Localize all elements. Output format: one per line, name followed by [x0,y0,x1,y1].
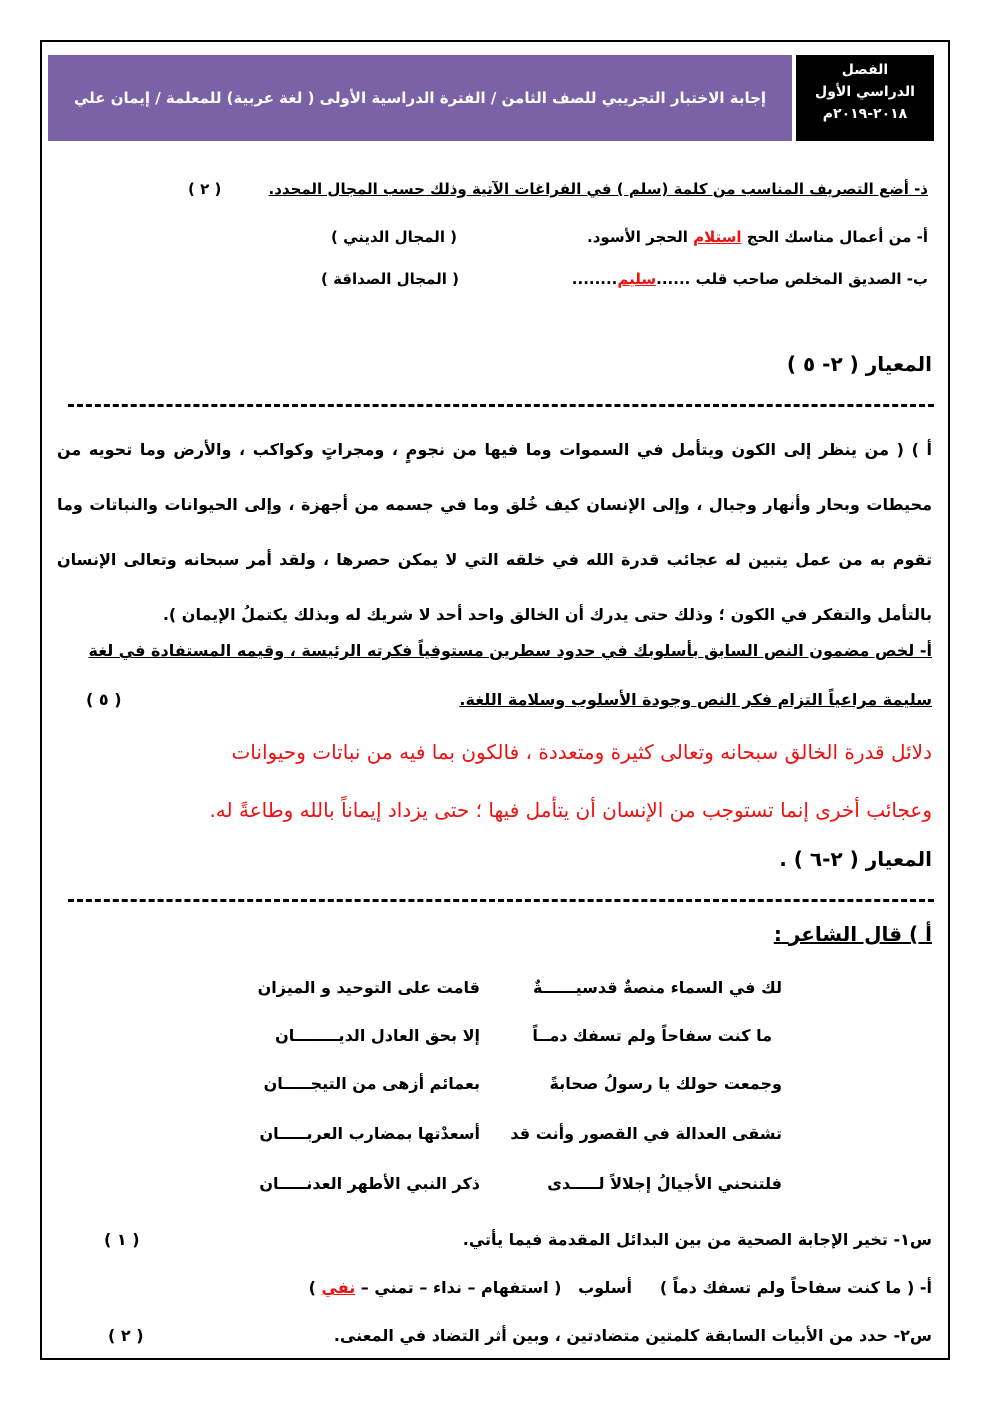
divider-2 [68,899,934,902]
q-d-mark: ( ٢ ) [188,180,222,198]
term-line-1: الفصل [841,62,889,78]
question-1: س١- تخير الإجابة الصحية من بين البدائل المقدمة فيما يأتي. [462,1230,932,1249]
verse-5-second: ذكر النبي الأطهر العدنـــــان [259,1174,480,1193]
q-d-item-a [587,228,928,246]
q-d-b-after: ........ [571,270,618,288]
verse-1-second: قامت على التوحيد و الميزان [257,978,480,997]
standard-2-number: ( ٢-٦ ) . [779,847,859,871]
q-d-a-answer: استلام [693,228,742,246]
question-1-a-end: ) [308,1278,322,1297]
header [48,55,934,141]
standard-2-label: المعيار [865,847,932,871]
passage-question-line-1: أ- لخص مضمون النص السابق بأسلوبك في حدود سطرين مستوفياً فكرته الرئيسة ، وقيمه المستفادة في لغة [88,641,932,660]
question-1-a-answer: نفي [321,1278,356,1297]
q-d-b-before: ب- الصديق المخلص صاحب قلب ...... [656,270,928,288]
q-d-a-after: الحجر الأسود. [587,228,694,246]
q-d-b-domain: ( المجال الصداقة ) [321,270,459,288]
question-2: س٢- حدد من الأبيات السابقة كلمتين متضادتين ، وبين أثر التضاد في المعنى. [333,1326,932,1345]
verse-4-first: تشقى العدالة في القصور وأنت قد [510,1124,782,1143]
standard-1-number: ( ٢- ٥ ) [786,352,859,376]
standard-1-label: المعيار [865,352,932,376]
passage-text: أ ) ( من ينظر إلى الكون ويتأمل في السموات وما فيها من نجومٍ ، ومجراتٍ وكواكب ، والأرض وما تحويه من محيطات وبحار وأنهار وجبال ، وإلى الإنسان كيف خُلق وما في جسمه من أجهزة ، وإلى الحيوانات والنباتات وما تقوم به من عمل يتبين له عجائب قدرة الله في خلقه التي لا يمكن حصرها ، ولقد أمر سبحانه وتعالى الإنسان بالتأمل والتفكر في الكون ؛ وذلك حتى يدرك أن الخالق واحد أحد لا شريك له وبذلك يكتملُ الإيمان ). [57,440,932,624]
verse-2-first: ما كنت سفاحاً ولم تسفك دمــاً [532,1026,772,1045]
standard-2 [779,847,932,871]
q-d-a-domain: ( المجال الديني ) [331,228,458,246]
verse-4-second: أسعدْتها بمضارب العربـــــان [259,1124,480,1143]
q-d-b-answer: سليم [617,270,657,288]
term-line-3: ٢٠١٨-٢٠١٩م [822,106,908,122]
standard-1 [787,352,932,376]
poem-intro-prefix: أ ) [909,922,932,946]
q-d-instruction: ذ- أضع التصريف المناسب من كلمة (سلم ) في الفراغات الآتية وذلك حسب المجال المحدد. [268,180,928,198]
poem-intro [774,922,932,946]
q-d-a-before: أ- من أعمال مناسك الحج [741,228,928,246]
poem-intro-colon: : [773,922,782,946]
term-line-2: الدراسي الأول [815,84,915,100]
header-title: إجابة الاختبار التجريبي للصف الثامن / الفترة الدراسية الأولى ( لغة عربية) للمعلمة / إيمان علي [73,89,767,107]
question-1-mark: ( ١ ) [104,1230,140,1249]
verse-1-first: لك في السماء منصةٌ قدسيــــــةٌ [533,978,782,997]
verse-5-first: فلتنحني الأجيالُ إجلالاً لـــــدى [547,1174,782,1193]
question-1-item-a [309,1278,932,1297]
poem-intro-title: قال الشاعر [788,922,903,946]
question-2-mark: ( ٢ ) [108,1326,144,1345]
passage-question-mark: ( ٥ ) [86,690,122,709]
verse-3-second: بعمائم أزهى من التيجـــــان [263,1074,480,1093]
verse-3-first: وجمعت حولك يا رسولُ صحابةً [549,1074,782,1093]
term-box [796,55,934,141]
q-d-item-b [572,270,928,288]
question-1-a-text: أ- ( ما كنت سفاحاً ولم تسفك دماً ) أسلوب ( استفهام – نداء – تمني – [355,1278,932,1297]
passage-question-line-2: سليمة مراعياً التزام فكر النص وجودة الأسلوب وسلامة اللغة. [459,690,932,709]
passage-answer-line-1: دلائل قدرة الخالق سبحانه وتعالى كثيرة ومتعددة ، فالكون بما فيه من نباتات وحيوانات [231,740,932,764]
header-title-box [48,55,792,141]
divider-1 [68,404,934,407]
passage-answer-line-2: وعجائب أخرى إنما تستوجب من الإنسان أن يتأمل فيها ؛ حتى يزداد إيماناً بالله وطاعةً له. [209,798,932,822]
verse-2-second: إلا بحق العادل الديــــــــان [275,1026,480,1045]
